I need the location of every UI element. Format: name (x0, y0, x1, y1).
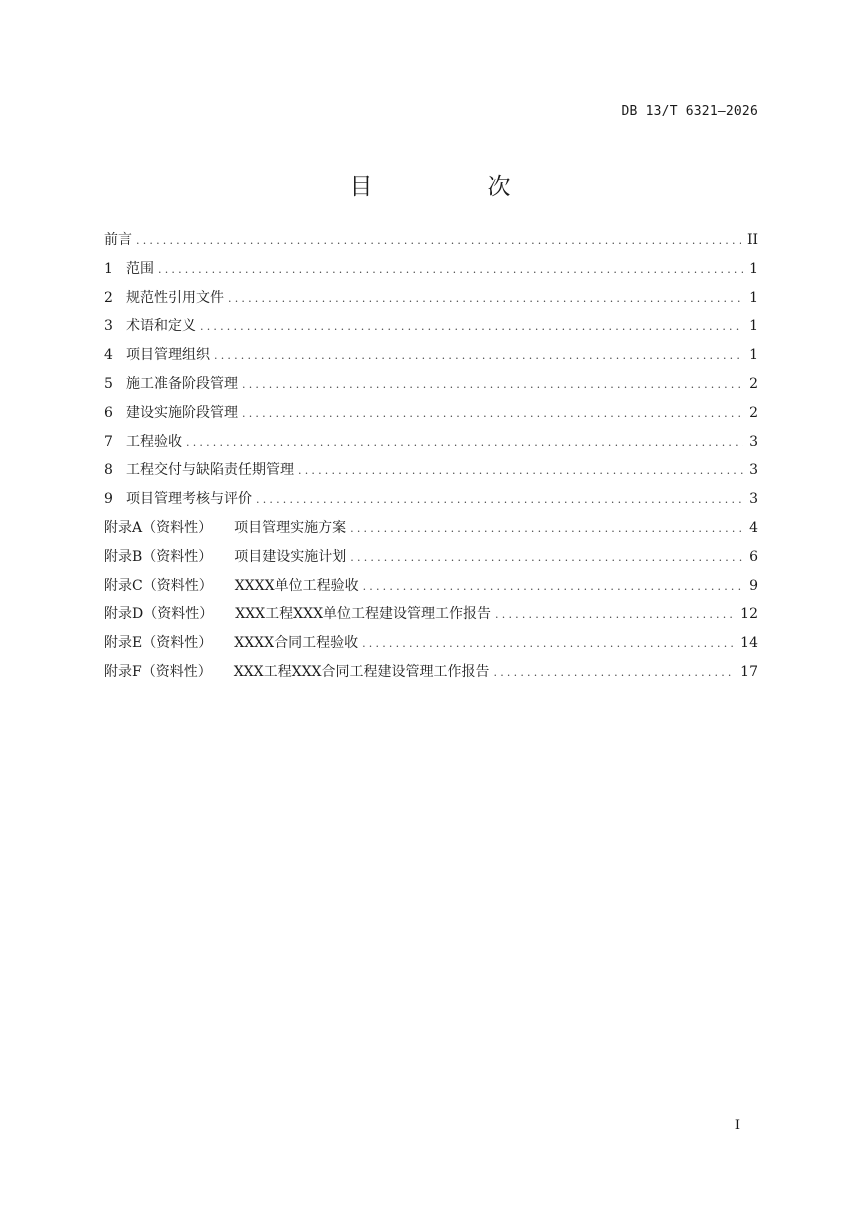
toc-entry-page: 3 (749, 433, 758, 450)
toc-leader-dots (242, 407, 743, 420)
toc-leader-dots (256, 493, 743, 506)
toc-entry-page: 3 (749, 462, 758, 479)
toc-entry[interactable] (104, 431, 758, 460)
toc-entry-label: 规范性引用文件 (126, 289, 224, 306)
toc-entry[interactable] (104, 632, 758, 661)
toc-entry-label: 项目管理实施方案 (234, 519, 347, 536)
toc-entry-number: 2 (104, 289, 113, 306)
toc-leader-dots (214, 349, 743, 362)
toc-entry-number: 7 (104, 433, 113, 450)
toc-entry-label: 前言 (104, 232, 132, 248)
toc-leader-dots (228, 292, 743, 305)
toc-entry[interactable] (104, 517, 758, 546)
toc-leader-dots (242, 378, 743, 391)
toc-entry-label: XXXX合同工程验收 (234, 635, 359, 652)
toc-entry-appendix-prefix: 附录F（资料性） (104, 663, 212, 680)
toc-entry-appendix-prefix: 附录D（资料性） (104, 606, 214, 623)
toc-leader-dots (186, 436, 743, 449)
table-of-contents (104, 229, 758, 690)
toc-entry[interactable] (104, 488, 758, 517)
toc-entry-page: 2 (749, 375, 758, 392)
toc-entry-number: 6 (104, 404, 113, 421)
toc-entry-page: 1 (749, 260, 758, 277)
toc-entry[interactable] (104, 402, 758, 431)
toc-entry-label: XXX工程XXX单位工程建设管理工作报告 (235, 606, 492, 623)
toc-entry-number: 9 (104, 491, 113, 508)
toc-entry-label: 建设实施阶段管理 (126, 404, 238, 421)
toc-entry-page: II (746, 232, 758, 248)
toc-entry[interactable] (104, 546, 758, 575)
toc-leader-dots (350, 551, 743, 564)
toc-entry-number: 5 (104, 375, 113, 392)
page-number: I (734, 1118, 740, 1133)
toc-leader-dots (136, 234, 741, 247)
toc-entry[interactable] (104, 459, 758, 488)
toc-entry-appendix-prefix: 附录E（资料性） (104, 635, 213, 652)
toc-entry-page: 1 (749, 347, 758, 364)
toc-entry-label: 工程验收 (126, 433, 182, 450)
toc-entry-number: 4 (104, 347, 113, 364)
toc-leader-dots (362, 637, 734, 650)
toc-entry-page: 2 (749, 404, 758, 421)
toc-leader-dots (494, 666, 735, 679)
toc-entry-label: 范围 (126, 260, 154, 277)
toc-entry[interactable] (104, 344, 758, 373)
toc-entry[interactable] (104, 315, 758, 344)
toc-entry-number: 8 (104, 462, 113, 479)
toc-leader-dots (495, 608, 734, 621)
toc-entry-page: 1 (749, 289, 758, 306)
toc-entry[interactable] (104, 575, 758, 604)
toc-leader-dots (363, 580, 743, 593)
toc-entry-appendix-prefix: 附录B（资料性） (104, 548, 213, 565)
toc-title: 目 次 (349, 174, 557, 200)
toc-entry-label: 术语和定义 (126, 318, 196, 335)
toc-entry-label: XXX工程XXX合同工程建设管理工作报告 (233, 663, 490, 680)
toc-entry-label: 工程交付与缺陷责任期管理 (126, 462, 294, 479)
toc-entry-label: 项目管理考核与评价 (126, 491, 252, 508)
document-code: DB 13/T 6321—2026 (621, 104, 758, 119)
toc-entry-page: 12 (740, 606, 758, 623)
toc-entry-label: 施工准备阶段管理 (126, 375, 238, 392)
toc-leader-dots (350, 522, 743, 535)
toc-leader-dots (158, 263, 743, 276)
toc-entry-appendix-prefix: 附录A（资料性） (104, 519, 213, 536)
toc-entry-page: 17 (740, 663, 758, 680)
toc-entry-label: 项目建设实施计划 (234, 548, 347, 565)
toc-leader-dots (298, 464, 743, 477)
toc-entry-page: 14 (740, 635, 758, 652)
toc-entry-label: 项目管理组织 (126, 347, 210, 364)
toc-entry[interactable] (104, 373, 758, 402)
toc-entry-appendix-prefix: 附录C（资料性） (104, 577, 213, 594)
toc-entry-page: 1 (749, 318, 758, 335)
toc-leader-dots (200, 320, 743, 333)
toc-entry[interactable] (104, 229, 758, 258)
toc-entry[interactable] (104, 287, 758, 316)
toc-entry-number: 1 (104, 260, 113, 277)
toc-entry-number: 3 (104, 318, 113, 335)
toc-entry[interactable] (104, 258, 758, 287)
toc-entry-page: 6 (749, 548, 758, 565)
toc-entry[interactable] (104, 661, 758, 690)
toc-entry-page: 9 (749, 577, 758, 594)
toc-entry-label: XXXX单位工程验收 (234, 577, 359, 594)
toc-entry-page: 3 (749, 491, 758, 508)
toc-entry-page: 4 (749, 519, 758, 536)
toc-entry[interactable] (104, 603, 758, 632)
